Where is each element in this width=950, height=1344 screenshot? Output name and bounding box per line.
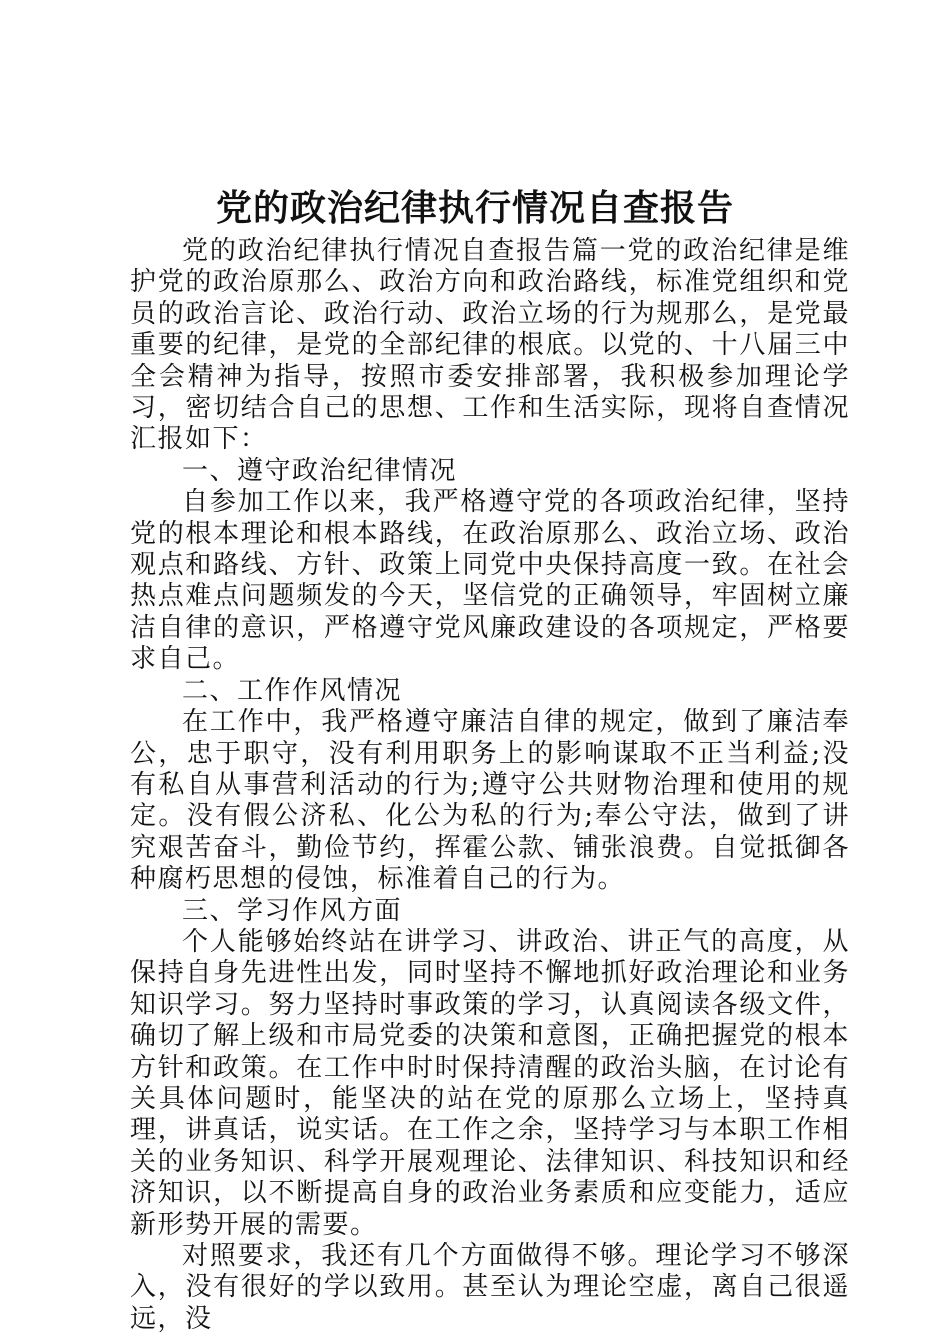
intro-paragraph: 党的政治纪律执行情况自查报告篇一党的政治纪律是维护党的政治原那么、政治方向和政治路线，标准党组织和党员的政治言论、政治行动、政治立场的行为规那么，是党最重要的纪律，是党的全部纪律的根底。以党的、十八届三中全会精神为指导，按照市委安排部署，我积极参加理论学习，密切结合自己的思想、工作和生活实际，现将自查情况汇报如下： <box>130 236 850 455</box>
section-heading-political-discipline: 一、遵守政治纪律情况 <box>182 455 458 486</box>
shortcomings-paragraph: 对照要求，我还有几个方面做得不够。理论学习不够深入，没有很好的学以致用。甚至认为理论空虚，离自己很遥远，没 <box>130 1241 850 1334</box>
document-title: 党的政治纪律执行情况自查报告 <box>215 187 734 229</box>
document-body <box>130 236 850 1335</box>
study-style-paragraph: 个人能够始终站在讲学习、讲政治、讲正气的高度，从保持自身先进性出发，同时坚持不懈地抓好政治理论和业务知识学习。努力坚持时事政策的学习，认真阅读各级文件，确切了解上级和市局党委的决策和意图，正确把握党的根本方针和政策。在工作中时时保持清醒的政治头脑，在讨论有关具体问题时，能坚决的站在党的原那么立场上，坚持真理，讲真话，说实话。在工作之余，坚持学习与本职工作相关的业务知识、科学开展观理论、法律知识、科技知识和经济知识，以不断提高自身的政治业务素质和应变能力，适应新形势开展的需要。 <box>130 926 850 1240</box>
political-discipline-paragraph: 自参加工作以来，我严格遵守党的各项政治纪律，坚持党的根本理论和根本路线，在政治原那么、政治立场、政治观点和路线、方针、政策上同党中央保持高度一致。在社会热点难点问题频发的今天，坚信党的正确领导，牢固树立廉洁自律的意识，严格遵守党风廉政建设的各项规定，严格要求自己。 <box>130 487 850 675</box>
section-heading-study-style: 三、学习作风方面 <box>182 895 403 926</box>
work-style-paragraph: 在工作中，我严格遵守廉洁自律的规定，做到了廉洁奉公，忠于职守，没有利用职务上的影响谋取不正当利益;没有私自从事营利活动的行为;遵守公共财物治理和使用的规定。没有假公济私、化公为私的行为;奉公守法，做到了讲究艰苦奋斗，勤俭节约，挥霍公款、铺张浪费。自觉抵御各种腐朽思想的侵蚀，标准着自己的行为。 <box>130 707 850 895</box>
section-heading-work-style: 二、工作作风情况 <box>182 675 403 706</box>
